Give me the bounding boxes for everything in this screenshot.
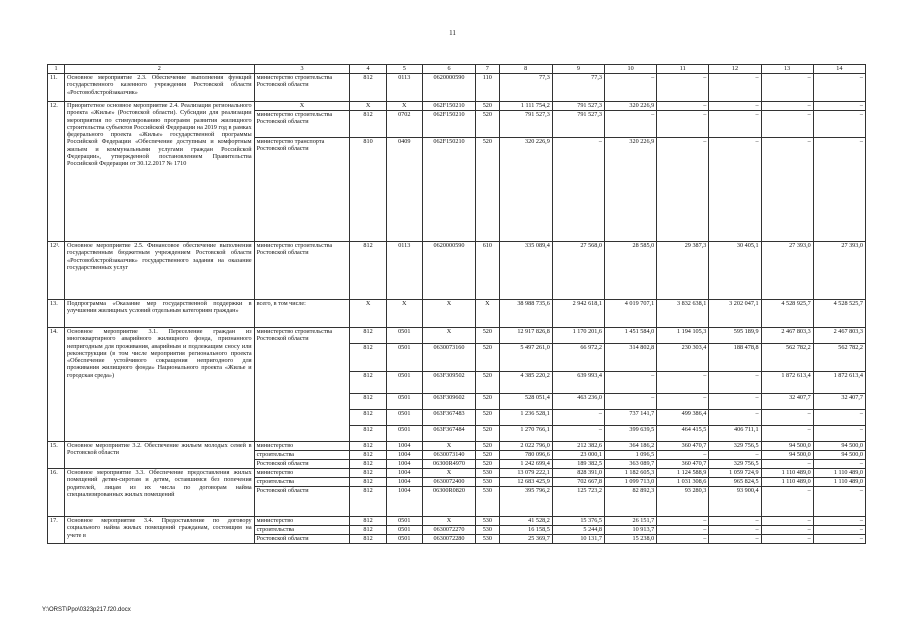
cell-c11: – [657,74,709,102]
header-cell: 1 [48,65,65,74]
cell-c11: 3 832 638,1 [657,300,709,328]
cell-c5: 0501 [386,372,422,394]
cell-c6: 0620000590 [422,242,475,300]
cell-c8: 395 796,2 [499,487,552,517]
cell-c10: 10 913,7 [604,526,656,535]
cell-c4: 812 [350,328,386,344]
cell-c5: 0501 [386,344,422,372]
cell-c11: 499 386,4 [657,410,709,426]
header-cell: 5 [386,65,422,74]
cell-c7: 530 [476,487,499,517]
cell-c11: – [657,138,709,242]
responsible-org: министерство строительства Ростовской области [254,111,350,138]
cell-c14: – [813,535,865,544]
cell-c6: X [422,469,475,478]
cell-c4: 812 [350,535,386,544]
cell-c6: 0630072400 [422,478,475,487]
cell-c9: – [552,426,604,442]
responsible-org: Ростовской области [254,487,350,517]
cell-c7: 610 [476,242,499,300]
cell-c4: 812 [350,242,386,300]
cell-c6: 062F150210 [422,102,475,111]
cell-c10: 26 151,7 [604,517,656,526]
cell-c4: 812 [350,344,386,372]
cell-c14: 94 500,0 [813,451,865,460]
cell-c14: – [813,460,865,469]
cell-c9: 2 942 618,1 [552,300,604,328]
cell-c8: 5 497 261,0 [499,344,552,372]
cell-c5: 1004 [386,460,422,469]
header-cell: 11 [657,65,709,74]
cell-c10: 4 019 707,1 [604,300,656,328]
cell-c4: 812 [350,487,386,517]
cell-c11: 93 280,3 [657,487,709,517]
cell-c5: X [386,300,422,328]
cell-c8: 25 369,7 [499,535,552,544]
responsible-org: строительства [254,451,350,460]
cell-c13: 4 528 925,7 [761,300,813,328]
cell-c14: – [813,426,865,442]
file-path: Y:\ORST\Ppo\0323p217.f20.docx [42,607,131,613]
page-number: 11 [449,29,456,37]
responsible-org: строительства [254,526,350,535]
table-row [48,300,866,328]
cell-c8: 1 236 528,1 [499,410,552,426]
table-row [48,517,866,526]
row-description: Основное мероприятие 2.3. Обеспечение выполнения функций государственного казенного учреждения Ростовской области «Ростовоблстройзаказчик» [65,74,255,102]
cell-c9: 23 000,1 [552,451,604,460]
cell-c9: 5 244,8 [552,526,604,535]
cell-c12: – [709,138,761,242]
cell-c4: 812 [350,372,386,394]
cell-c13: – [761,526,813,535]
cell-c5: 1004 [386,469,422,478]
cell-c13: 32 407,7 [761,394,813,410]
cell-c12: – [709,74,761,102]
cell-c11: – [657,451,709,460]
cell-c7: 110 [476,74,499,102]
cell-c10: 82 892,3 [604,487,656,517]
cell-c12: 1 059 724,9 [709,469,761,478]
responsible-org: министерство строительства Ростовской области [254,328,350,442]
cell-c10: 364 186,2 [604,442,656,451]
cell-c5: 1004 [386,478,422,487]
cell-c14: – [813,526,865,535]
cell-c13: 1 110 489,0 [761,469,813,478]
cell-c14: – [813,111,865,138]
cell-c12: 406 711,1 [709,426,761,442]
cell-c7: 530 [476,535,499,544]
row-description: Приоритетное основное мероприятие 2.4. Реализация регионального проекта «Жилье» (Ростовской области). Субсидии для реализации мероприятия по стимулированию программ развития жилищного строительства субъектов Российской Федерации на 2019 год в рамках федерального проекта «Жилье» государственной программы Российской Федерации «Обеспечение доступным и комфортным жильем и коммунальными услугами граждан Российской Федерации», утвержденной постановлением Правительства Российской Федерации от 30.12.2017 № 1710 [65,102,255,242]
cell-c13: – [761,111,813,138]
cell-c6: 063F309502 [422,372,475,394]
cell-c13: – [761,517,813,526]
table-row [48,469,866,478]
cell-c6: X [422,328,475,344]
responsible-org: министерство [254,517,350,526]
cell-c11: 1 031 308,6 [657,478,709,487]
cell-c6: 0620000590 [422,74,475,102]
cell-c5: 0501 [386,526,422,535]
cell-c6: 0630073160 [422,344,475,372]
cell-c4: 812 [350,410,386,426]
cell-c12: 188 478,8 [709,344,761,372]
cell-c6: 06300R0820 [422,487,475,517]
row-number: 17. [48,517,65,544]
cell-c12: – [709,394,761,410]
cell-c9: 463 236,0 [552,394,604,410]
cell-c7: 520 [476,344,499,372]
cell-c4: X [350,300,386,328]
cell-c7: 520 [476,410,499,426]
cell-c12: – [709,451,761,460]
cell-c4: 812 [350,394,386,410]
cell-c10: 15 238,0 [604,535,656,544]
cell-c9: 125 723,2 [552,487,604,517]
cell-c12: – [709,517,761,526]
cell-c6: X [422,517,475,526]
cell-c7: X [476,300,499,328]
cell-c8: 4 385 220,2 [499,372,552,394]
cell-c14: 1 110 489,0 [813,478,865,487]
cell-c10: 1 099 713,0 [604,478,656,487]
header-cell: 13 [761,65,813,74]
cell-c8: 41 528,2 [499,517,552,526]
responsible-org: Ростовской области [254,535,350,544]
cell-c14: 562 782,2 [813,344,865,372]
cell-c10: 399 639,5 [604,426,656,442]
cell-c10: 28 585,0 [604,242,656,300]
cell-c9: 828 391,0 [552,469,604,478]
cell-c7: 520 [476,426,499,442]
table-row [48,328,866,344]
cell-c13: 94 500,0 [761,451,813,460]
cell-c12: 595 189,9 [709,328,761,344]
responsible-org: строительства [254,478,350,487]
cell-c7: 520 [476,451,499,460]
cell-c10: 1 096,5 [604,451,656,460]
cell-c13: – [761,410,813,426]
cell-c8: 77,3 [499,74,552,102]
cell-c11: 1 124 588,9 [657,469,709,478]
cell-c7: 530 [476,469,499,478]
header-cell: 14 [813,65,865,74]
cell-c13: – [761,138,813,242]
cell-c12: 3 202 047,1 [709,300,761,328]
cell-c10: 320 226,9 [604,138,656,242]
cell-c11: 230 303,4 [657,344,709,372]
cell-c14: – [813,517,865,526]
cell-c7: 520 [476,328,499,344]
cell-c12: – [709,535,761,544]
cell-c13: 27 393,0 [761,242,813,300]
cell-c6: 0630073140 [422,451,475,460]
cell-c12: – [709,102,761,111]
cell-c5: X [386,102,422,111]
cell-c8: 528 051,4 [499,394,552,410]
cell-c9: 212 382,6 [552,442,604,451]
cell-c10: – [604,394,656,410]
cell-c8: 12 917 826,8 [499,328,552,344]
cell-c6: 062F150210 [422,138,475,242]
cell-c10: – [604,372,656,394]
cell-c8: 38 988 735,6 [499,300,552,328]
cell-c12: – [709,410,761,426]
cell-c7: 520 [476,460,499,469]
cell-c14: – [813,74,865,102]
cell-c5: 1004 [386,442,422,451]
cell-c9: – [552,410,604,426]
cell-c13: 94 500,0 [761,442,813,451]
responsible-org: министерство [254,469,350,478]
cell-c11: – [657,372,709,394]
cell-c14: – [813,410,865,426]
cell-c9: 189 382,5 [552,460,604,469]
cell-c4: 812 [350,74,386,102]
cell-c5: 0501 [386,328,422,344]
cell-c5: 0501 [386,517,422,526]
cell-c13: 2 467 803,3 [761,328,813,344]
cell-c14: – [813,487,865,517]
responsible-org: министерство транспорта Ростовской области [254,138,350,242]
cell-c10: – [604,111,656,138]
cell-c4: 812 [350,111,386,138]
cell-c5: 0501 [386,394,422,410]
cell-c13: – [761,535,813,544]
responsible-org: Ростовской области [254,460,350,469]
row-number: 12. [48,102,65,242]
header-cell: 8 [499,65,552,74]
cell-c6: 0630072270 [422,526,475,535]
cell-c8: 1 270 766,1 [499,426,552,442]
row-description: Основное мероприятие 3.4. Предоставление по договору социального найма жилых помещений гражданам, состоящим на учете в [65,517,255,544]
header-cell: 2 [65,65,255,74]
cell-c12: 965 824,5 [709,478,761,487]
cell-c8: 13 079 222,1 [499,469,552,478]
row-description: Основное мероприятие 3.3. Обеспечение предоставления жилых помещений детям-сиротам и детям, оставшимся без попечения родителей, лицам из их числа по договорам найма специализированных жилых помещений [65,469,255,517]
cell-c5: 0113 [386,242,422,300]
cell-c11: – [657,517,709,526]
row-description: Подпрограмма «Оказание мер государственной поддержки в улучшении жилищных условий отдельным категориям граждан» [65,300,255,328]
responsible-org: X [254,102,350,111]
cell-c9: – [552,138,604,242]
cell-c8: 1 111 754,2 [499,102,552,111]
cell-c10: 1 451 584,0 [604,328,656,344]
cell-c8: 791 527,3 [499,111,552,138]
row-description: Основное мероприятие 2.5. Финансовое обеспечение выполнения государственным бюджетным учреждением Ростовской области «Ростовоблстройзаказчик» государственного задания на оказание государственных услуг [65,242,255,300]
row-description: Основное мероприятие 3.2. Обеспечение жильем молодых семей в Ростовской области [65,442,255,469]
header-cell: 4 [350,65,386,74]
cell-c7: 520 [476,138,499,242]
cell-c4: 812 [350,442,386,451]
cell-c11: – [657,526,709,535]
cell-c10: 314 802,8 [604,344,656,372]
responsible-org: министерство строительства Ростовской области [254,242,350,300]
row-number: 14. [48,328,65,442]
cell-c8: 335 089,4 [499,242,552,300]
cell-c12: 329 756,5 [709,460,761,469]
cell-c13: 562 782,2 [761,344,813,372]
header-cell: 7 [476,65,499,74]
cell-c14: 32 407,7 [813,394,865,410]
cell-c6: 063F309602 [422,394,475,410]
responsible-org: министерство строительства Ростовской области [254,74,350,102]
cell-c4: 812 [350,460,386,469]
row-number: 12¹. [48,242,65,300]
cell-c9: 10 131,7 [552,535,604,544]
cell-c10: 363 089,7 [604,460,656,469]
cell-c9: 639 993,4 [552,372,604,394]
cell-c4: X [350,102,386,111]
cell-c14: 4 528 525,7 [813,300,865,328]
cell-c14: 2 467 803,3 [813,328,865,344]
cell-c8: 780 096,6 [499,451,552,460]
cell-c9: 77,3 [552,74,604,102]
cell-c4: 812 [350,526,386,535]
cell-c13: – [761,487,813,517]
cell-c8: 320 226,9 [499,138,552,242]
row-number: 11. [48,74,65,102]
cell-c11: – [657,394,709,410]
cell-c9: 27 568,0 [552,242,604,300]
cell-c6: 062F150210 [422,111,475,138]
cell-c8: 1 242 699,4 [499,460,552,469]
cell-c10: 737 141,7 [604,410,656,426]
cell-c6: 063F367483 [422,410,475,426]
cell-c11: – [657,102,709,111]
cell-c14: 1 110 489,0 [813,469,865,478]
cell-c6: 0630072280 [422,535,475,544]
cell-c14: – [813,138,865,242]
responsible-org: министерство [254,442,350,451]
cell-c11: 360 470,7 [657,460,709,469]
cell-c5: 0501 [386,410,422,426]
cell-c5: 0113 [386,74,422,102]
cell-c13: – [761,74,813,102]
header-cell: 6 [422,65,475,74]
cell-c7: 530 [476,517,499,526]
cell-c10: 1 182 605,3 [604,469,656,478]
header-cell: 3 [254,65,350,74]
table-row [48,74,866,102]
row-number: 15. [48,442,65,469]
cell-c9: 702 667,8 [552,478,604,487]
cell-c7: 520 [476,394,499,410]
cell-c12: – [709,111,761,138]
cell-c9: 791 527,3 [552,102,604,111]
cell-c6: X [422,300,475,328]
cell-c9: 1 170 201,6 [552,328,604,344]
cell-c12: – [709,372,761,394]
cell-c14: – [813,102,865,111]
cell-c5: 0409 [386,138,422,242]
cell-c4: 810 [350,138,386,242]
cell-c4: 812 [350,478,386,487]
cell-c7: 520 [476,372,499,394]
cell-c10: – [604,74,656,102]
cell-c4: 812 [350,517,386,526]
table-row [48,442,866,451]
header-cell: 10 [604,65,656,74]
cell-c7: 520 [476,111,499,138]
row-number: 16. [48,469,65,517]
cell-c13: – [761,460,813,469]
cell-c7: 530 [476,526,499,535]
cell-c14: 94 500,0 [813,442,865,451]
cell-c13: 1 872 613,4 [761,372,813,394]
cell-c5: 0501 [386,426,422,442]
table-row [48,242,866,300]
cell-c11: 464 415,5 [657,426,709,442]
cell-c10: 320 226,9 [604,102,656,111]
cell-c8: 16 158,5 [499,526,552,535]
cell-c6: X [422,442,475,451]
header-cell: 9 [552,65,604,74]
cell-c9: 15 376,5 [552,517,604,526]
cell-c13: 1 110 489,0 [761,478,813,487]
cell-c9: 791 527,3 [552,111,604,138]
cell-c12: – [709,526,761,535]
cell-c7: 530 [476,478,499,487]
cell-c11: 360 470,7 [657,442,709,451]
cell-c5: 0702 [386,111,422,138]
cell-c12: 30 405,1 [709,242,761,300]
header-row [48,65,866,74]
responsible-org: всего, в том числе: [254,300,350,328]
cell-c5: 1004 [386,487,422,517]
cell-c11: – [657,111,709,138]
cell-c12: 93 900,4 [709,487,761,517]
row-description: Основное мероприятие 3.1. Переселение граждан из многоквартирного аварийного жилищного фонда, признанного непригодным для проживания, аварийным и подлежащим сносу или реконструкции (в том числе мероприятия регионального проекта «Обеспечение устойчивого сокращения непригодного для проживания жилищного фонда» Национального проекта «Жилье и городская среда») [65,328,255,442]
cell-c13: – [761,102,813,111]
row-number: 13. [48,300,65,328]
cell-c11: 29 387,3 [657,242,709,300]
cell-c14: 27 393,0 [813,242,865,300]
cell-c5: 0501 [386,535,422,544]
cell-c4: 812 [350,451,386,460]
cell-c8: 2 022 796,0 [499,442,552,451]
cell-c11: 1 194 105,3 [657,328,709,344]
cell-c13: – [761,426,813,442]
cell-c4: 812 [350,426,386,442]
cell-c11: – [657,535,709,544]
cell-c6: 06300R4970 [422,460,475,469]
header-cell: 12 [709,65,761,74]
cell-c12: 329 756,5 [709,442,761,451]
cell-c7: 520 [476,442,499,451]
cell-c7: 520 [476,102,499,111]
table-row [48,102,866,111]
cell-c6: 063F367484 [422,426,475,442]
cell-c9: 66 972,2 [552,344,604,372]
cell-c8: 12 683 425,9 [499,478,552,487]
cell-c4: 812 [350,469,386,478]
budget-table [47,64,866,544]
cell-c14: 1 872 613,4 [813,372,865,394]
cell-c5: 1004 [386,451,422,460]
